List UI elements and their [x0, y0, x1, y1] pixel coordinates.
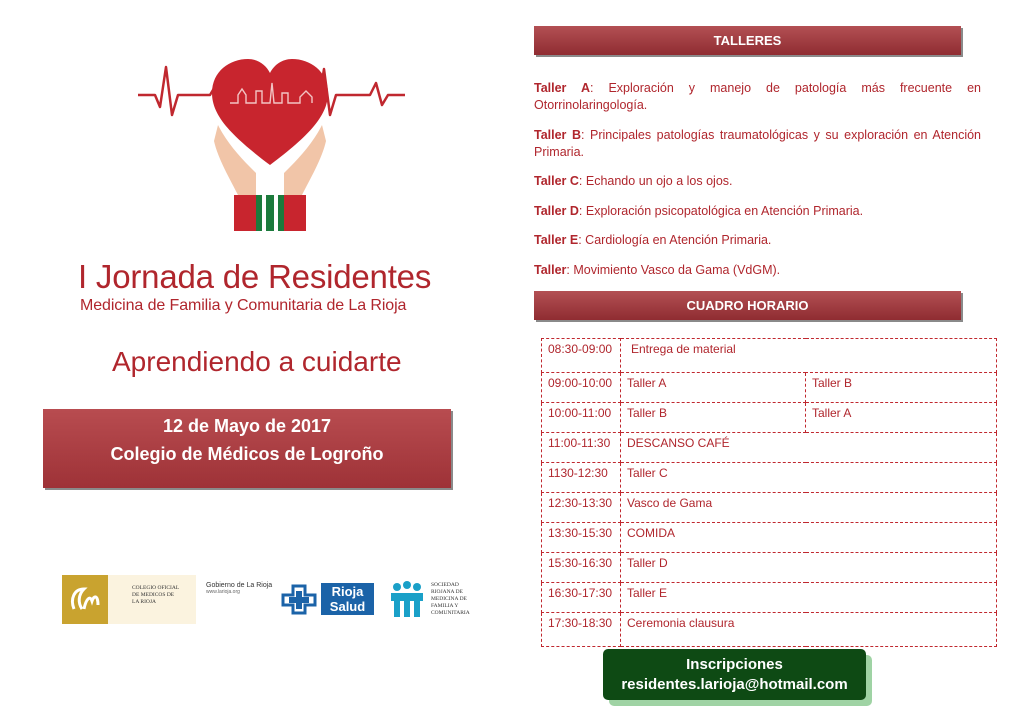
date-venue-box: [43, 409, 451, 488]
table-row: [542, 373, 997, 403]
time-cell: 15:30-16:30: [542, 553, 621, 583]
table-row: [542, 463, 997, 493]
event-subtitle: Medicina de Familia y Comunitaria de La Rioja: [80, 297, 407, 314]
event-title: I Jornada de Residentes: [78, 258, 432, 295]
inscripciones-label: Inscripciones: [686, 656, 783, 673]
time-cell: 16:30-17:30: [542, 583, 621, 613]
table-row: [542, 613, 997, 647]
rioja-salud-logo: [279, 583, 374, 615]
workshop-item: Taller: Movimiento Vasco da Gama (VdGM).: [534, 262, 781, 277]
people-icon: [387, 579, 427, 619]
activity-cell: Taller B: [806, 373, 997, 403]
workshop-list: [534, 80, 981, 291]
activity-cell: Vasco de Gama: [621, 493, 997, 523]
activity-cell: Taller A: [806, 403, 997, 433]
table-row: [542, 403, 997, 433]
activity-cell: COMIDA: [621, 523, 997, 553]
table-row: [542, 493, 997, 523]
sponsor-logos: [62, 575, 492, 625]
time-cell: 13:30-15:30: [542, 523, 621, 553]
workshop-item: Taller D: Exploración psicopatológica en Atención Primaria.: [534, 203, 864, 218]
workshop-item: Taller E: Cardiología en Atención Primaria.: [534, 233, 772, 247]
sleeve-red-right: [284, 195, 306, 231]
table-row: [542, 553, 997, 583]
time-cell: 11:00-11:30: [542, 433, 621, 463]
activity-cell: DESCANSO CAFÉ: [621, 433, 997, 463]
table-row: [542, 583, 997, 613]
heart-hands-logo: [130, 55, 410, 235]
colegio-medicos-logo: [62, 575, 196, 624]
activity-cell: Taller D: [621, 553, 997, 583]
time-cell: 12:30-13:30: [542, 493, 621, 523]
colegio-text: COLEGIO OFICIAL DE MEDICOS DE LA RIOJA: [132, 585, 180, 605]
time-cell: 08:30-09:00: [542, 339, 621, 373]
sleeve-green: [256, 195, 284, 231]
table-row: [542, 339, 997, 373]
time-cell: 1130-12:30: [542, 463, 621, 493]
sleeve-red: [234, 195, 256, 231]
rioja-salud-text: Rioja Salud: [321, 583, 374, 615]
workshop-item: Taller C: Echando un ojo a los ojos.: [534, 174, 733, 188]
time-cell: 17:30-18:30: [542, 613, 621, 647]
sociedad-riojana-logo: [387, 579, 497, 621]
cross-icon: [279, 583, 319, 615]
table-row: [542, 433, 997, 463]
sociedad-text: SOCIEDAD RIOJANA DE MEDICINA DE FAMILIA Y COMUNITARIA: [431, 582, 470, 616]
activity-cell: Taller A: [621, 373, 806, 403]
inscripciones-box: [603, 649, 866, 700]
event-tagline: Aprendiendo a cuidarte: [112, 346, 402, 377]
event-venue: Colegio de Médicos de Logroño: [110, 444, 384, 464]
activity-cell: Ceremonia clausura: [621, 613, 997, 647]
activity-cell: Taller C: [621, 463, 997, 493]
workshop-item: Taller A: Exploración y manejo de patología más frecuente en Otorrinolaringología.: [534, 81, 981, 112]
workshop-item: Taller B: Principales patologías traumatológicas y su exploración en Atención Primaria.: [534, 127, 981, 159]
activity-cell: Entrega de material: [621, 339, 997, 373]
schedule-table: [541, 338, 997, 647]
activity-cell: Taller E: [621, 583, 997, 613]
time-cell: 10:00-11:00: [542, 403, 621, 433]
talleres-heading: TALLERES: [534, 26, 961, 55]
event-date: 12 de Mayo de 2017: [162, 416, 332, 436]
horario-heading: CUADRO HORARIO: [534, 291, 961, 320]
gobierno-rioja-logo: Gobierno de La Rioja www.larioja.org: [206, 582, 273, 595]
table-row: [542, 523, 997, 553]
colegio-emblem-icon: [62, 575, 108, 624]
activity-cell: Taller B: [621, 403, 806, 433]
time-cell: 09:00-10:00: [542, 373, 621, 403]
inscripciones-email[interactable]: residentes.larioja@hotmail.com: [621, 676, 848, 693]
